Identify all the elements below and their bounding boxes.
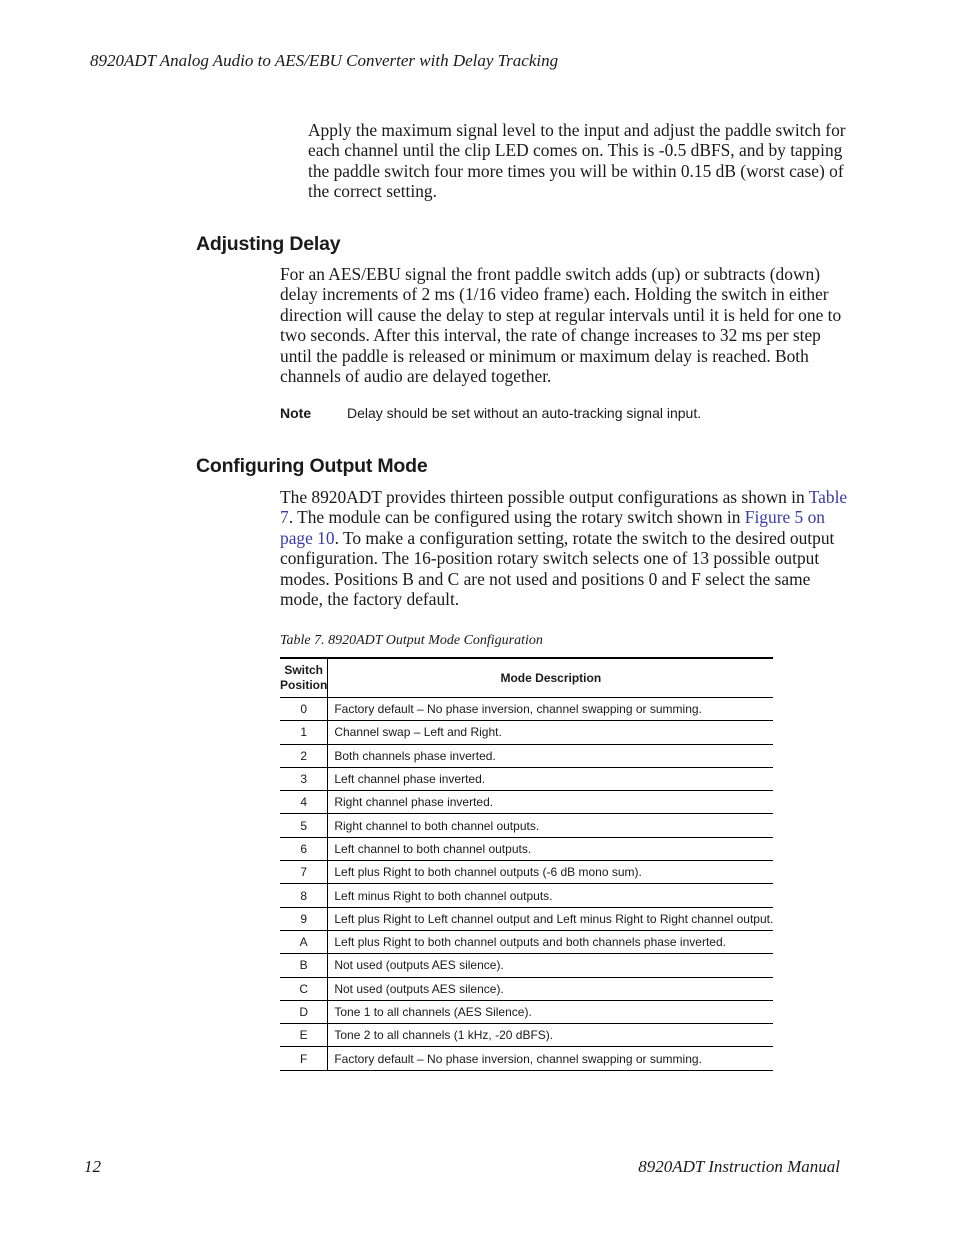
header-position-label: Position bbox=[280, 678, 328, 692]
mode-description-cell: Factory default – No phase inversion, channel swapping or summing. bbox=[328, 1047, 773, 1070]
table-caption: Table 7. 8920ADT Output Mode Configuration bbox=[280, 633, 543, 648]
header-switch-label: Switch bbox=[284, 663, 323, 677]
mode-description-cell: Right channel to both channel outputs. bbox=[328, 814, 773, 837]
table-row bbox=[280, 814, 773, 837]
header-mode-description: Mode Description bbox=[500, 670, 602, 685]
intro-paragraph: Apply the maximum signal level to the input and adjust the paddle switch for each channel until the clip LED comes on. This is -0.5 dBFS, and by tapping the paddle switch four more times you will be within 0.15 dB (worst case) of the correct setting. bbox=[308, 120, 846, 202]
table-row bbox=[280, 954, 773, 977]
mode-description-cell: Left channel to both channel outputs. bbox=[328, 837, 773, 860]
switch-position-cell: 6 bbox=[280, 837, 328, 860]
running-header: 8920ADT Analog Audio to AES/EBU Converter with Delay Tracking bbox=[90, 51, 559, 70]
header-switch-position bbox=[280, 658, 328, 698]
mode-description-cell: Channel swap – Left and Right. bbox=[328, 721, 773, 744]
mode-description-cell: Left channel phase inverted. bbox=[328, 767, 773, 790]
switch-position-cell: F bbox=[280, 1047, 328, 1070]
page-number: 12 bbox=[84, 1157, 101, 1176]
switch-position-cell: E bbox=[280, 1024, 328, 1047]
table-row bbox=[280, 907, 773, 930]
switch-position-cell: 8 bbox=[280, 884, 328, 907]
note-text: Delay should be set without an auto-tracking signal input. bbox=[347, 405, 702, 421]
section-heading-adjusting-delay: Adjusting Delay bbox=[196, 233, 341, 255]
table-row bbox=[280, 837, 773, 860]
switch-position-cell: 3 bbox=[280, 767, 328, 790]
note-label: Note bbox=[280, 405, 312, 421]
config-text-part-2: . The module can be configured using the rotary switch shown in bbox=[288, 507, 745, 528]
table-row bbox=[280, 1000, 773, 1023]
config-text-part-3: . To make a configuration setting, rotate the switch to the desired output configuration. The 16-position rotary switch selects one of 13 possible output modes. Positions B and C are not used and positions 0 and F select the same mode, the factory default. bbox=[280, 527, 835, 610]
switch-position-cell: 5 bbox=[280, 814, 328, 837]
table-row bbox=[280, 1047, 773, 1070]
section-heading-configuring-output-mode: Configuring Output Mode bbox=[196, 455, 428, 477]
table-row bbox=[280, 767, 773, 790]
footer-manual-title: 8920ADT Instruction Manual bbox=[638, 1157, 840, 1176]
switch-position-cell: A bbox=[280, 930, 328, 953]
mode-description-cell: Both channels phase inverted. bbox=[328, 744, 773, 767]
table-row bbox=[280, 698, 773, 721]
switch-position-cell: 4 bbox=[280, 791, 328, 814]
mode-description-cell: Tone 2 to all channels (1 kHz, -20 dBFS). bbox=[328, 1024, 773, 1047]
switch-position-cell: 7 bbox=[280, 861, 328, 884]
table-row bbox=[280, 791, 773, 814]
mode-description-cell: Left plus Right to both channel outputs (-6 dB mono sum). bbox=[328, 861, 773, 884]
switch-position-cell: 2 bbox=[280, 744, 328, 767]
note-block bbox=[280, 405, 701, 421]
mode-description-cell: Left plus Right to Left channel output and Left minus Right to Right channel output. bbox=[328, 907, 773, 930]
mode-description-cell: Right channel phase inverted. bbox=[328, 791, 773, 814]
output-mode-table bbox=[280, 657, 773, 1071]
mode-description-cell: Left minus Right to both channel outputs. bbox=[328, 884, 773, 907]
configuring-output-paragraph bbox=[280, 487, 848, 609]
figure-5-link[interactable]: Figure 5 on page 10 bbox=[280, 507, 825, 548]
switch-position-cell: 0 bbox=[280, 698, 328, 721]
switch-position-cell: D bbox=[280, 1000, 328, 1023]
table-row bbox=[280, 721, 773, 744]
mode-description-cell: Factory default – No phase inversion, channel swapping or summing. bbox=[328, 698, 773, 721]
switch-position-cell: C bbox=[280, 977, 328, 1000]
switch-position-cell: 9 bbox=[280, 907, 328, 930]
table-row bbox=[280, 744, 773, 767]
table-row bbox=[280, 884, 773, 907]
table-row bbox=[280, 930, 773, 953]
table-header-row bbox=[280, 658, 773, 698]
table-body bbox=[280, 698, 773, 1071]
mode-description-cell: Not used (outputs AES silence). bbox=[328, 954, 773, 977]
table-row bbox=[280, 1024, 773, 1047]
table-row bbox=[280, 861, 773, 884]
switch-position-cell: B bbox=[280, 954, 328, 977]
mode-description-cell: Not used (outputs AES silence). bbox=[328, 977, 773, 1000]
mode-description-cell: Tone 1 to all channels (AES Silence). bbox=[328, 1000, 773, 1023]
mode-description-cell: Left plus Right to both channel outputs and both channels phase inverted. bbox=[328, 930, 773, 953]
adjusting-delay-paragraph: For an AES/EBU signal the front paddle switch adds (up) or subtracts (down) delay increments of 2 ms (1/16 video frame) each. Holding the switch in either direction will cause the delay to step at regular intervals until it is held for one to two seconds. After this interval, the rate of change increases to 32 ms per step until the paddle is released or minimum or maximum delay is reached. Both channels of audio are delayed together. bbox=[280, 264, 842, 387]
config-text-part-1: The 8920ADT provides thirteen possible output configurations as shown in bbox=[280, 487, 809, 507]
table-7-link[interactable]: Table 7 bbox=[280, 487, 848, 528]
table-row bbox=[280, 977, 773, 1000]
switch-position-cell: 1 bbox=[280, 721, 328, 744]
